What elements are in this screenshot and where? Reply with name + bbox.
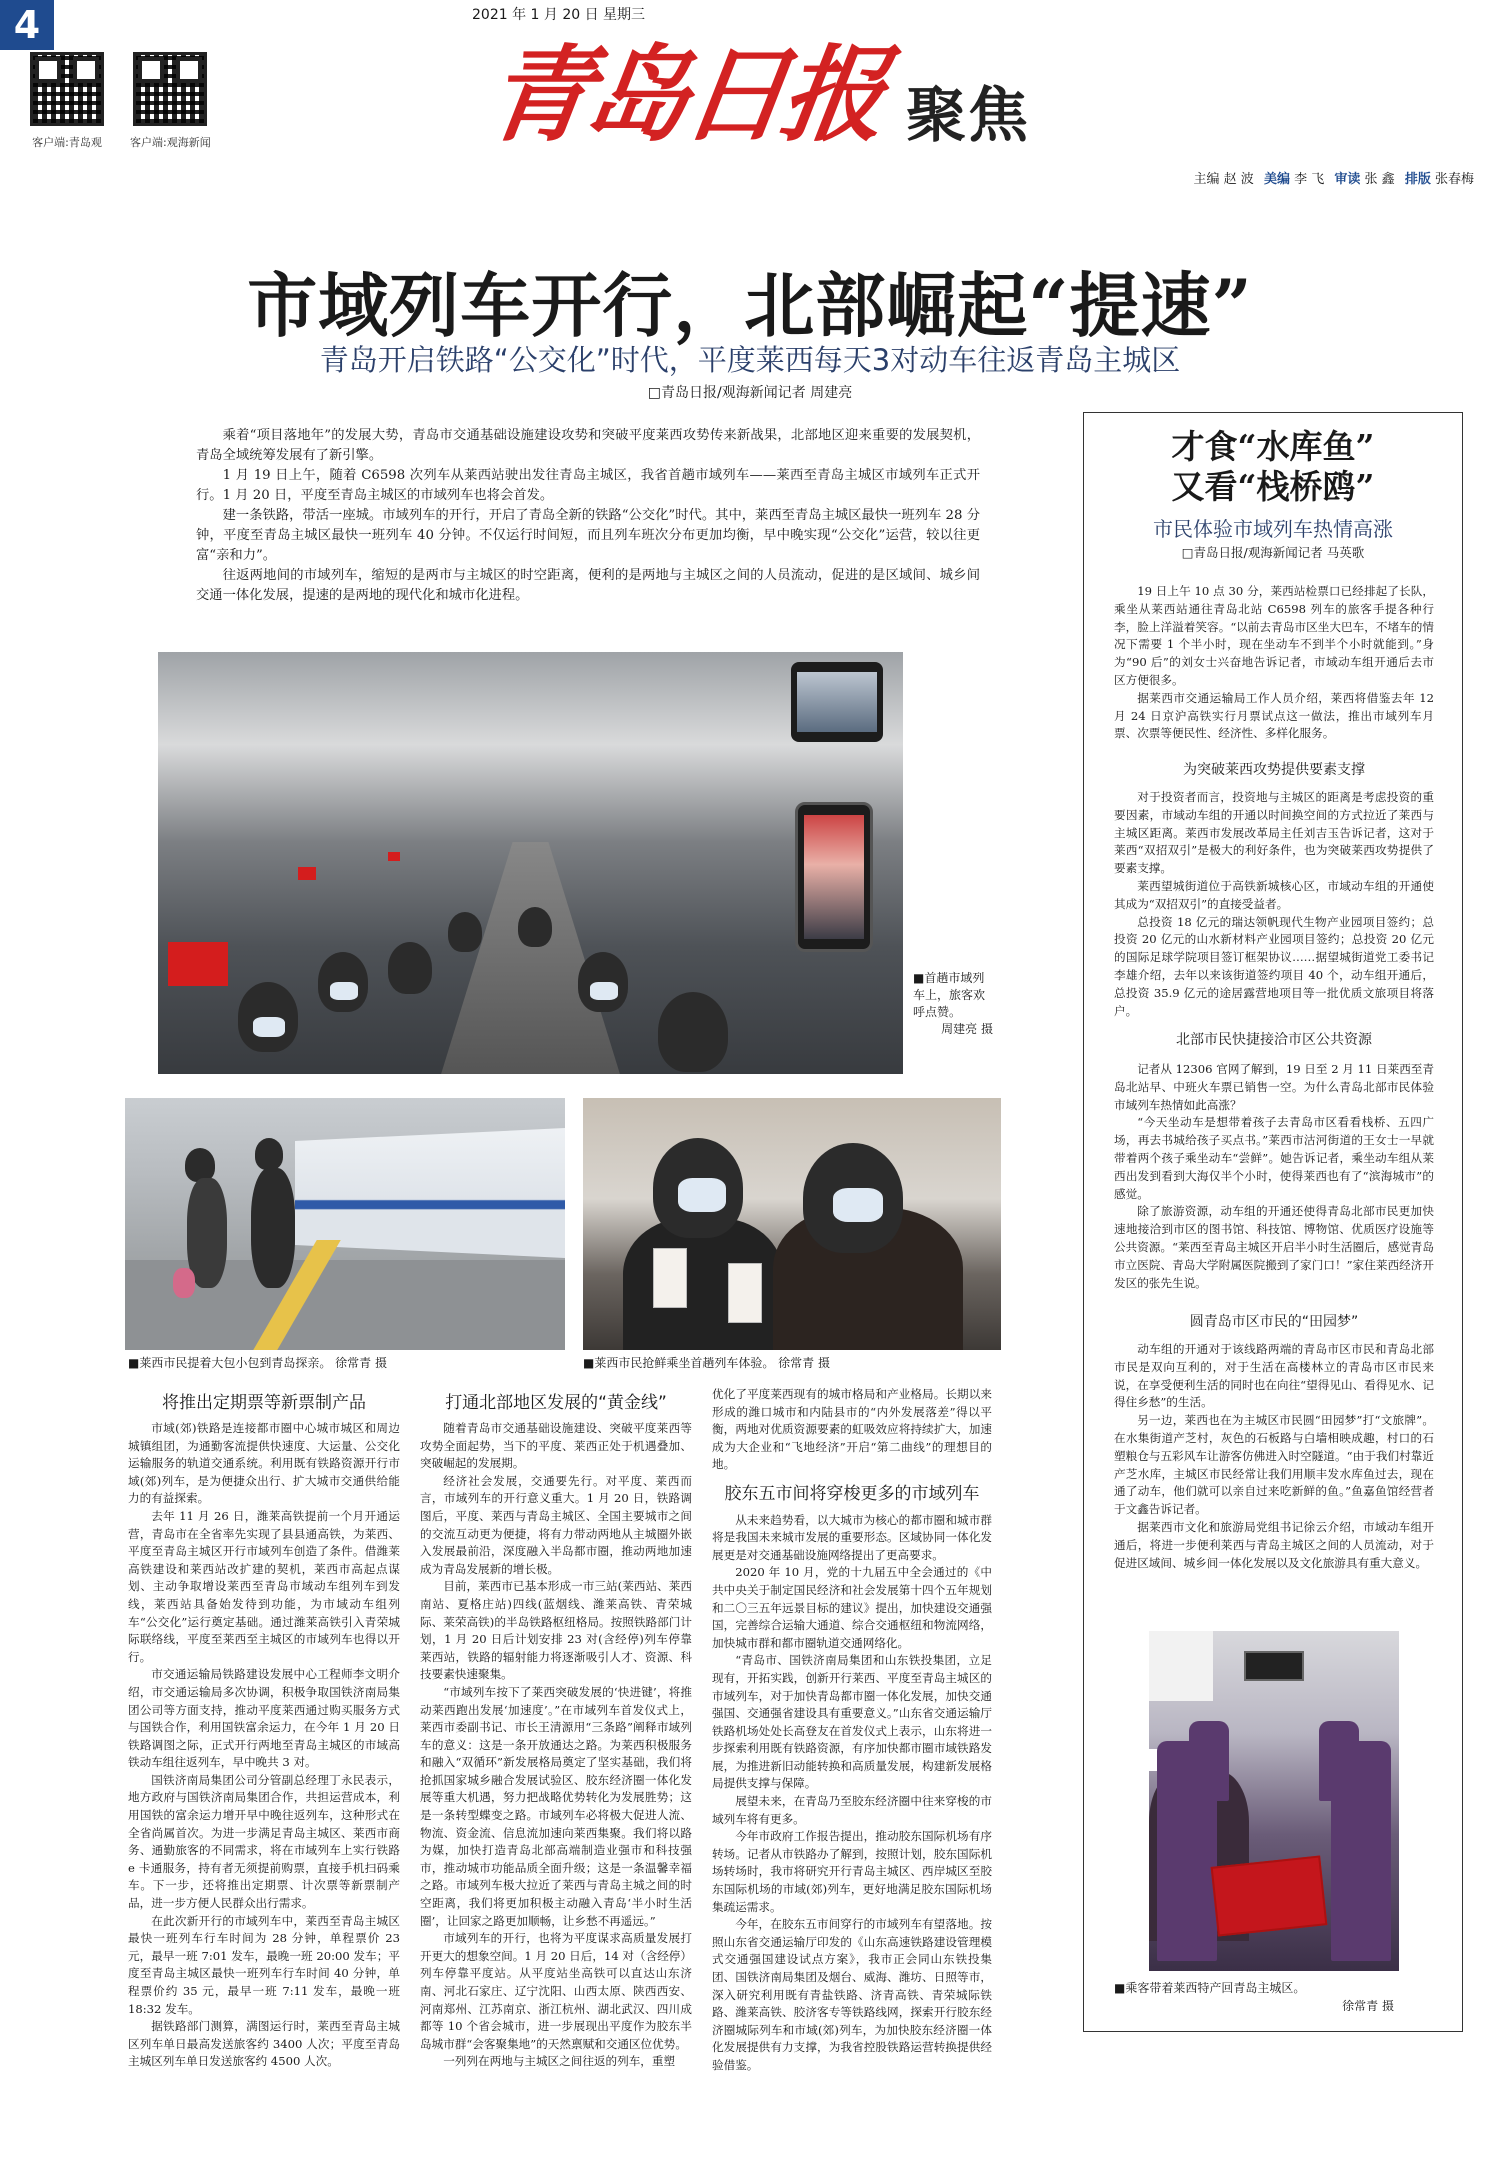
credit-name: 赵 波 [1223, 172, 1254, 187]
phone-icon [795, 802, 873, 952]
sidebar-section-1 [1114, 789, 1434, 1020]
paragraph: 建一条铁路，带活一座城。市域列车的开行，开启了青岛全新的铁路“公交化”时代。其中，莱西至青岛主城区最快一班列车 28 分钟，平度至青岛主城区最快一班列车 40 分钟。不仅运行时间短，而且列车班次分布更加均衡，早中晚实现“公交化”运营，较以往更富“亲和力”。 [196, 508, 980, 563]
qr-label: 客户端:观海新闻 [130, 136, 211, 149]
paragraph: “市域列车按下了莱西突破发展的‘快进键’，将推动莱西跑出发展‘加速度’。”在市域列车首发仪式上，莱西市委副书记、市长王清源用“三条路”阐释市域列车的意义：这是一条开放通达之路。为莱西积极服务和融入“双循环”新发展格局奠定了坚实基础，我们将抢抓国家城乡融合发展试验区、胶东经济圈一体化发展等重大机遇，努力把战略优势转化为发展胜势；这是一条转型蝶变之路。市域列车必将极大促进人流、物流、资金流、信息流加速向莱西集聚。我们将以路为媒，加快打造青岛北部高端制造业强市和科技强市，推动城市功能品质全面升级；这是一条温馨幸福之路。市域列车极大拉近了莱西与青岛主城之间的时空距离，我们将更加积极主动融入青岛‘半小时生活圈’，让回家之路更加顺畅，让乡愁不再遥远。” [420, 1684, 692, 1928]
credit-name: 张春梅 [1434, 172, 1474, 187]
paragraph: 去年 11 月 26 日，潍莱高铁提前一个月开通运营，青岛市在全省率先实现了县县通高铁，为莱西、平度至青岛主城区开行市域列车创造了条件。借潍莱高铁建设和莱西站改扩建的契机，莱西市高起点谋划、主动争取增设莱西至青岛市域动车组列车到发线，莱西站具备始发待到功能，为市域动车组列车“公交化”运行奠定基础。通过潍莱高铁引入青荣城际联络线，平度至莱西至主城区的市域列车也得以开行。 [128, 1508, 400, 1664]
sidebar-heading: 圆青岛市区市民的“田园梦” [1189, 1314, 1359, 1330]
paragraph: 对于投资者而言，投资地与主城区的距离是考虑投资的重要因素，市域动车组的开通以时间换空间的方式拉近了莱西与主城区距离。莱西市发展改革局主任刘吉玉告诉记者，这对于莱西“双招双引”是极大的利好条件，也为突破莱西攻势提供了要素支撑。 [1114, 790, 1434, 876]
sidebar-title: 才食“水库鱼” [1171, 427, 1375, 466]
issue-date: 2021 年 1 月 20 日 星期三 [472, 7, 646, 23]
paragraph: 展望未来，在青岛乃至胶东经济圈中往来穿梭的市域列车将有更多。 [712, 1794, 992, 1826]
credit-role: 排版 [1404, 172, 1431, 187]
paragraph: 动车组的开通对于该线路两端的青岛市区市民和青岛北部市民是双向互利的，对于生活在高楼林立的青岛市区市民来说，在享受便利生活的同时也在向往“望得见山、看得见水、记得住乡愁”的生活。 [1114, 1342, 1434, 1410]
qr-code-qingdaoguan[interactable] [30, 52, 104, 150]
paragraph: 市域列车的开行，也将为平度谋求高质量发展打开更大的想象空间。1 月 20 日后，14 对（含经停）列车停靠平度站。从平度站坐高铁可以直达山东济南、河北石家庄、辽宁沈阳、山西太原、陕西西安、河南郑州、江苏南京、浙江杭州、湖北武汉、四川成都等 10 个省会城市，进一步展现出平度作为胶东半岛城市群“会客聚集地”的天然禀赋和交通区位优势。 [420, 1931, 692, 2051]
section-name: 聚焦 [906, 81, 1030, 151]
photo-left-caption: ■莱西市民提着大包小包到青岛探亲。 徐常青 摄 [128, 1356, 387, 1370]
caption-text: ■乘客带着莱西特产回青岛主城区。 [1114, 1981, 1306, 1995]
sidebar-section-2 [1114, 1061, 1434, 1292]
ticket-icon [728, 1263, 762, 1323]
qr-code-icon [30, 52, 104, 126]
qr-code-guanhai[interactable] [130, 52, 211, 150]
paragraph: 据莱西市交通运输局工作人员介绍，莱西将借鉴去年 12 月 24 日京沪高铁实行月票试点这一做法，推出市域列车月票、次票等便民性、经济性、多样化服务。 [1114, 690, 1434, 741]
paragraph: 除了旅游资源，动车组的开通还使得青岛北部市民更加快速地接洽到市区的图书馆、科技馆、博物馆、优质医疗设施等公共资源。“莱西至青岛主城区开启半小时生活圈后，感觉青岛市立医院、青岛大学附属医院搬到了家门口！”家住莱西经济开发区的张先生说。 [1114, 1204, 1434, 1290]
paragraph: 市域(郊)铁路是连接都市圈中心城市城区和周边城镇组团，为通勤客流提供快速度、大运量、公交化运输服务的轨道交通系统。利用既有铁路资源开行市域(郊)列车，是为便捷众出行、扩大城市交通供给能力的有益探索。 [128, 1421, 400, 1506]
credit-role: 审读 [1334, 172, 1361, 187]
section-heading: 将推出定期票等新票制产品 [162, 1393, 366, 1413]
article-column-2 [420, 1420, 692, 2071]
page-number: 4 [0, 0, 54, 50]
masthead [479, 30, 1048, 160]
paragraph: 国铁济南局集团公司分管副总经理丁永民表示，地方政府与国铁济南局集团合作，共担运营成本，利用国铁的富余运力增开早中晚往返列车，这种形式在全省尚属首次。为进一步满足青岛主城区、莱西市商务、通勤旅客的不同需求，将在市域列车上实行铁路 e 卡通服务，持有者无须提前购票，直接手机扫码乘车。下一步，还将推出定期票、计次票等新票制产品，进一步方便人民群众出行需求。 [128, 1772, 400, 1911]
sidebar-photo-passenger [1149, 1631, 1399, 1971]
paragraph: 2020 年 10 月，党的十九届五中全会通过的《中共中央关于制定国民经济和社会发展第十四个五年规划和二〇三五年远景目标的建议》提出，加快建设交通强国，完善综合运输大通道、综合交通枢纽和物流网络，加快城市群和都市圈轨道交通网络化。 [712, 1565, 992, 1650]
editor-credits [1194, 168, 1474, 187]
photo-tickets [583, 1098, 1001, 1350]
paragraph: 目前，莱西市已基本形成一市三站(莱西站、莱西南站、夏格庄站)四线(蓝烟线、潍莱高铁、青荣城际、莱荣高铁)的半岛铁路枢纽格局。按照铁路部门计划，1 月 20 日后计划安排 23 对(含经停)列车停靠莱西站，铁路的辐射能力将逐渐吸引人才、资源、科技要素快速聚集。 [420, 1579, 692, 1682]
paragraph: “青岛市、国铁济南局集团和山东铁投集团，立足现有，开拓实践，创新开行莱西、平度至青岛主城区的市域列车，对于加快青岛都市圈一体化发展，加快交通强国、交通强省建设具有重要意义。”山东省交通运输厅铁路机场处处长高登友在首发仪式上表示，山东将进一步探索利用既有铁路资源，有序加快都市圈市域铁路发展，为推进新旧动能转换和高质量发展，构建新发展格局提供支撑与保障。 [712, 1653, 992, 1791]
qr-code-icon [133, 52, 207, 126]
main-photo-train-interior [158, 652, 903, 1074]
photo-right-caption: ■莱西市民抢鲜乘坐首趟列车体验。 徐常青 摄 [583, 1356, 830, 1370]
photo-credit: 周建亮 摄 [941, 1022, 993, 1036]
section-heading: 胶东五市间将穿梭更多的市域列车 [724, 1483, 980, 1504]
qr-label: 客户端:青岛观 [32, 136, 102, 149]
article-lead [196, 426, 980, 606]
paragraph: 随着青岛市交通基础设施建设、突破平度莱西等攻势全面起势，当下的平度、莱西正处于机遇叠加、突破崛起的发展期。 [420, 1421, 692, 1471]
section-heading: 打通北部地区发展的“黄金线” [445, 1393, 667, 1413]
paragraph: 今年市政府工作报告提出，推动胶东国际机场有序转场。记者从市铁路办了解到，按照计划，胶东国际机场转场时，我市将研究开行青岛主城区、西岸城区至胶东国际机场的市域(郊)列车，更好地满足胶东国际机场集疏运需求。 [712, 1829, 992, 1914]
paragraph: 据莱西市文化和旅游局党组书记徐云介绍，市域动车组开通后，将进一步便利莱西与青岛主城区之间的人员流动，对于促进区域间、城乡间一体化发展以及文化旅游具有重大意义。 [1114, 1519, 1434, 1570]
photo-credit: 徐常青 摄 [1342, 1999, 1394, 2013]
sidebar-subtitle: 市民体验市域列车热情高涨 [1153, 517, 1393, 541]
paragraph: 总投资 18 亿元的瑞达领帆现代生物产业园项目签约；总投资 20 亿元的山水新材料产业园项目签约；总投资 20 亿元的国际足球学院项目签订框架协议……据望城街道党工委书记李雄介绍，去年以来该街道签约项目 40 个，动车组开通后，总投资 35.9 亿元的途居露营地项目等一批优质文旅项目将落户。 [1114, 914, 1434, 1018]
tv-screen-icon [1244, 1651, 1304, 1681]
paragraph: 乘着“项目落地年”的发展大势，青岛市交通基础设施建设攻势和突破平度莱西攻势传来新战果，北部地区迎来重要的发展契机，青岛全域统筹发展有了新引擎。 [196, 428, 980, 463]
paragraph: 1 月 19 日上午，随着 C6598 次列车从莱西站驶出发往青岛主城区，我省首趟市域列车——莱西至青岛主城区市域列车正式开行。1 月 20 日，平度至青岛主城区的市域列车也将会首发。 [196, 468, 980, 503]
paragraph: “今天坐动车是想带着孩子去青岛市区看看栈桥、五四广场，再去书城给孩子买点书。”莱西市沽河街道的王女士一早就带着两个孩子乘坐动车“尝鲜”。她告诉记者，乘坐动车组从莱西出发到看到大海仅半个小时，使得莱西也有了“滨海城市”的感觉。 [1114, 1115, 1434, 1201]
paragraph: 一列列在两地与主城区之间往返的列车，重塑 [443, 2054, 676, 2069]
paragraph: 莱西望城街道位于高铁新城核心区，市域动车组的开通使其成为“双招双引”的直接受益者。 [1114, 878, 1434, 911]
article-subheadline: 青岛开启铁路“公交化”时代，平度莱西每天3对动车往返青岛主城区 [319, 343, 1181, 377]
sidebar-article [1083, 412, 1463, 2032]
article-headline: 市域列车开行，北部崛起“提速” [247, 264, 1253, 347]
article-byline: □青岛日报/观海新闻记者 周建亮 [647, 385, 853, 401]
paragraph: 市交通运输局铁路建设发展中心工程师李文明介绍，市交通运输局多次协调，积极争取国铁济南局集团公司等方面支持，推动平度莱西通过购买服务方式与国铁合作，利用国铁富余运力，在今年 1 月 20 日铁路调图之际，正式开行两地至青岛主城区的市域高铁动车组往返列车，早中晚共 3 对。 [128, 1667, 400, 1770]
paragraph: 优化了平度莱西现有的城市格局和产业格局。长期以来形成的潍口城市和内陆县市的“内外发展落差”得以平衡，两地对优质资源要素的虹吸效应将持续扩大，加速成为大企业和“飞地经济”开启“第二曲线”的理想目的地。 [712, 1387, 992, 1472]
photo-station-platform [125, 1098, 565, 1350]
paragraph: 经济社会发展，交通要先行。对平度、莱西而言，市域列车的开行意义重大。1 月 20 日，铁路调图后，平度、莱西与青岛主城区、全国主要城市之间的交流互动更为便捷，将有力带动两地从主城圈外嵌入发展最前沿，深度融入半岛都市圈，推动两地加速成为青岛发展新的增长极。 [420, 1473, 692, 1576]
credit-name: 李 飞 [1294, 172, 1325, 187]
article-column-3 [712, 1386, 992, 2075]
newspaper-logo: 青岛日报 [479, 33, 889, 156]
phone-icon [791, 662, 883, 742]
paragraph: 据铁路部门测算，满图运行时，莱西至青岛主城区列车单日最高发送旅客约 3400 人次；平度至青岛主城区列车单日发送旅客约 4500 人次。 [128, 2019, 400, 2069]
credit-name: 张 鑫 [1364, 172, 1395, 187]
sidebar-intro [1114, 583, 1434, 743]
sidebar-section-3 [1114, 1341, 1434, 1572]
sidebar-photo-caption [1114, 1979, 1434, 2015]
caption-text: ■首趟市域列车上，旅客欢呼点赞。 [913, 971, 986, 1019]
ticket-icon [653, 1248, 687, 1308]
paragraph: 往返两地间的市域列车，缩短的是两市与主城区的时空距离，便利的是两地与主城区之间的人员流动，促进的是区域间、城乡间交通一体化发展，提速的是两地的现代化和城市化进程。 [196, 568, 980, 603]
sidebar-heading: 北部市民快捷接洽市区公共资源 [1176, 1032, 1372, 1048]
sidebar-heading: 为突破莱西攻势提供要素支撑 [1183, 762, 1365, 778]
paragraph: 19 日上午 10 点 30 分，莱西站检票口已经排起了长队，乘坐从莱西站通往青岛北站 C6598 列车的旅客手提各种行李，脸上洋溢着笑容。“以前去青岛市区坐大巴车，不堵车的情况下需要 1 个半小时，现在坐动车不到半个小时就能到。”身为“90 后”的刘女士兴奋地告诉记者，市域动车组开通后去市区方便很多。 [1114, 584, 1434, 687]
article-column-1 [128, 1420, 400, 2071]
paragraph: 从未来趋势看，以大城市为核心的都市圈和城市群将是我国未来城市发展的重要形态。区域协同一体化发展更是对交通基础设施网络提出了更高要求。 [712, 1512, 992, 1562]
credit-role: 主编 [1193, 172, 1220, 187]
paragraph: 另一边，莱西也在为主城区市民圆“田园梦”打“文旅牌”。在水集街道产芝村，灰色的石板路与白墙相映成趣，村口的石塑粮仓与五彩风车让游客仿佛进入时空隧道。“由于我们村靠近产芝水库，主城区市民经常让我们用顺丰发水库鱼过去，现在通了动车，他们就可以亲自过来吃新鲜的鱼。”鱼嘉鱼馆经营者于文鑫告诉记者。 [1114, 1413, 1434, 1517]
credit-role: 美编 [1263, 172, 1290, 187]
gift-box-icon [1211, 1855, 1328, 1936]
paragraph: 今年，在胶东五市间穿行的市域列车有望落地。按照山东省交通运输厅印发的《山东高速铁路建设管理模式交通强国建设试点方案》，我市正会同山东铁投集团、国铁济南局集团及烟台、威海、潍坊、日照等市，深入研究利用既有青盐铁路、济青高铁、青荣城际铁路、潍莱高铁、胶济客专等铁路线网，探索开行胶东经济圈城际列车和市域(郊)列车，为加快胶东经济圈一体化发展提供有力支撑，为我省控股铁路运营转换提供经验借鉴。 [712, 1917, 992, 2072]
paragraph: 在此次新开行的市域列车中，莱西至青岛主城区最快一班列车行车时间为 28 分钟，单程票价 23 元，最早一班 7:01 发车，最晚一班 20:00 发车；平度至青岛主城区最快一班列车行车时间 40 分钟，单程票价约 35 元，最早一班 7:11 发车，最晚一班 18:32 发车。 [128, 1913, 400, 2016]
main-photo-caption [913, 970, 993, 1038]
sidebar-title: 又看“栈桥鸥” [1171, 467, 1375, 506]
paragraph: 记者从 12306 官网了解到，19 日至 2 月 11 日莱西至青岛北站早、中班火车票已销售一空。为什么青岛北部市民体验市域列车热情如此高涨？ [1114, 1062, 1434, 1112]
sidebar-byline: □青岛日报/观海新闻记者 马英歌 [1181, 545, 1365, 560]
